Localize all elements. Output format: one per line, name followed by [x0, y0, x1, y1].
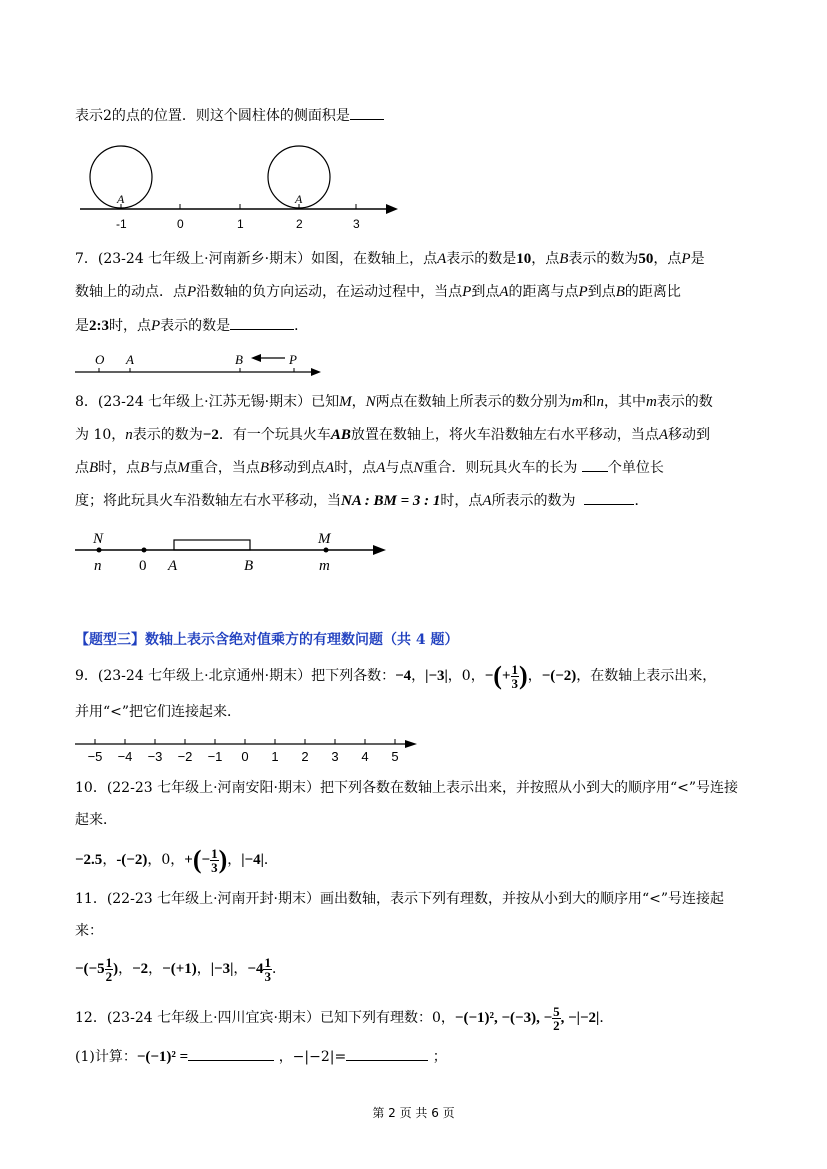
q8-text: 和 [582, 394, 597, 410]
q8-var: B [259, 460, 270, 476]
q12-text: 12．(23-24 七年级上·四川宜宾·期末）已知下列有理数：0， [75, 1010, 455, 1026]
q7-var: B [559, 251, 569, 267]
fig6-label-a1: A [117, 192, 125, 206]
q10-number: −2.5 [75, 852, 103, 868]
fraction-denominator: 3 [264, 968, 271, 984]
q11-fraction [105, 956, 114, 983]
q12-line1: 12．(23-24 七年级上·四川宜宾·期末）已知下列有理数：0，−(−1)², −(−3), − $\frac{5}{2}$ , −|−2|． [75, 1003, 614, 1033]
q8-text: 表示的数为 [132, 427, 203, 443]
q7-text: 的距离比 [624, 284, 681, 300]
q12-numbers: , −|−2| [560, 1010, 600, 1026]
q8-text: 所表示的数为 [491, 493, 576, 509]
q12-expression: −(−1)² = [136, 1049, 189, 1065]
q7-text: 的距离与点 [508, 284, 579, 300]
q7-var: P [578, 284, 588, 300]
q8-text: 移动到 [668, 427, 711, 443]
q9-text: ，在数轴上表示出来， [576, 668, 717, 684]
fraction-denominator: 3 [211, 859, 218, 875]
q7-line3 [75, 315, 308, 336]
q11-number: −4 [247, 961, 264, 977]
q7-text: ，点 [653, 251, 682, 267]
q9-line1: 9．(23-24 七年级上·北京通州·期末）把下列各数：−4，|−3|，0，−(+ $\frac{1}{3}$ )，−(−2)，在数轴上表示出来， [75, 661, 717, 691]
q8-text: ． [634, 493, 649, 509]
q8-var: M [177, 460, 190, 476]
q11-numbers: −(−5 $\frac{1}{2}$ )，−2，−(+1)，|−3|，−4 $\frac{1}{3}$ ． [75, 954, 286, 984]
q8-ratio: NA : BM = 3 : 1 [341, 493, 441, 509]
fig9-tick-label: 2 [301, 749, 309, 764]
q7-text: 是 [75, 318, 89, 334]
fraction-numerator: 1 [264, 954, 271, 970]
q9-number: 0 [461, 668, 471, 684]
fig9-number-line [75, 734, 425, 764]
q8-var: n [125, 427, 133, 443]
q8-text: 点 [75, 460, 89, 476]
q7-value: 50 [638, 251, 654, 267]
q12-numbers: −(−1)², −(−3), − [454, 1010, 553, 1026]
q9-number: −4 [395, 668, 412, 684]
fig6-label-a2: A [295, 192, 303, 206]
fig7-label-b: B [235, 352, 243, 367]
fig6-tick-label: 0 [177, 217, 184, 230]
q12-answer-blank-1[interactable] [188, 1046, 274, 1061]
q7-text: 表示的数为 [568, 251, 639, 267]
q8-text: 两点在数轴上所表示的数分别为 [375, 394, 572, 410]
fig8-label-a: A [168, 558, 178, 574]
q8-text: 个单位长 [607, 460, 664, 476]
q9-line2: 并用“<”把它们连接起来． [75, 704, 242, 720]
fig9-tick-label: −3 [147, 749, 163, 764]
q10-number: -(−2) [116, 852, 148, 868]
q12-answer-blank-2[interactable] [346, 1046, 428, 1061]
q9-text: 9．(23-24 七年级上·北京通州·期末）把下列各数： [75, 668, 396, 684]
q8-answer-blank-1[interactable] [582, 457, 608, 472]
q10-number: − [201, 852, 211, 868]
q11-fraction [263, 956, 272, 983]
q8-var: N [413, 460, 424, 476]
fig8-label-m-lower: m [319, 558, 330, 574]
q7-text: 7．(23-24 七年级上·河南新乡·期末）如图，在数轴上，点 [75, 251, 438, 267]
q11-line2: 来： [75, 923, 103, 939]
q8-line1: 8．(23-24 七年级上·江苏无锡·期末）已知M，N两点在数轴上所表示的数分别为m和n，其中m表示的数 [75, 394, 713, 410]
q8-text: 为 10， [75, 427, 126, 443]
q12-text: (1)计算： [75, 1049, 137, 1065]
q6-line [75, 105, 384, 126]
q9-fraction [511, 663, 520, 690]
q8-var: n [596, 394, 604, 410]
fig7-number-line [75, 348, 335, 378]
q8-text: 与点 [385, 460, 414, 476]
fig7-label-p: P [289, 352, 297, 367]
fig9-tick-label: −5 [87, 749, 103, 764]
q7-text: 表示的数是 [160, 318, 231, 334]
q11-number: −(+1) [162, 961, 197, 977]
q7-text: 沿数轴的负方向运动，在运动过程中，当点 [196, 284, 463, 300]
fig6-tick-label: -1 [116, 217, 127, 230]
q8-text: 与点 [149, 460, 178, 476]
q7-var: A [437, 251, 447, 267]
q8-text: 放置在数轴上，将火车沿数轴左右水平移动，当点 [350, 427, 659, 443]
fig9-tick-label: 3 [331, 749, 339, 764]
fig8-label-zero: 0 [139, 558, 147, 574]
fig8-label-n-lower: n [94, 558, 102, 574]
fig8-number-line [75, 528, 395, 578]
q8-text: ．有一个玩具火车 [218, 427, 331, 443]
q8-var: m [645, 394, 657, 410]
fig6-tick-label: 1 [237, 217, 244, 230]
q7-text: 到点 [471, 284, 500, 300]
q8-var: A [325, 460, 335, 476]
q10-number: + [184, 852, 193, 868]
q9-number: |−3| [425, 668, 448, 684]
q7-text: 到点 [587, 284, 616, 300]
fig7-label-o: O [95, 352, 105, 367]
q8-var: AB [330, 427, 351, 443]
q7-answer-blank[interactable] [230, 315, 294, 330]
fraction-numerator: 1 [511, 661, 519, 677]
q7-ratio: 2:3 [89, 318, 109, 334]
q6-answer-blank[interactable] [350, 105, 384, 120]
q8-text: 度；将此玩具火车沿数轴左右水平移动，当 [75, 493, 341, 509]
fig8-train [174, 540, 250, 550]
q10-number: 0 [161, 852, 171, 868]
q7-var: A [499, 284, 509, 300]
q7-text: 是 [690, 251, 705, 267]
q8-text: 时，点 [98, 460, 141, 476]
q8-var: B [140, 460, 150, 476]
q8-text: 时，点 [440, 493, 483, 509]
q11-line1: 11．(22-23 七年级上·河南开封·期末）画出数轴，表示下列有理数，并按从小到大的顺序用“<”号连接起 [75, 891, 725, 907]
q8-var: m [571, 394, 583, 410]
q7-line1 [75, 249, 705, 269]
q8-text: 重合，当点 [189, 460, 260, 476]
q7-var: P [681, 251, 691, 267]
q8-line2 [75, 425, 710, 445]
q7-text: 数轴上的动点．点 [75, 284, 187, 300]
fig6-arrow [386, 204, 398, 214]
q12-expression: ，−|−2|= [278, 1049, 347, 1065]
fig9-tick-label: 1 [271, 749, 279, 764]
q12-text: ； [432, 1049, 447, 1065]
fig9-tick-label: −1 [207, 749, 223, 764]
fig9-tick-label: −2 [177, 749, 193, 764]
fraction-denominator: 2 [105, 968, 113, 984]
q7-text: 时，点 [109, 318, 151, 334]
q6-text: 表示2的点的位置．则这个圆柱体的侧面积是 [75, 108, 350, 124]
q9-number: − [484, 668, 494, 684]
fig9-tick-label: −4 [117, 749, 133, 764]
fig8-label-b: B [244, 558, 254, 574]
fraction-numerator: 5 [553, 1003, 560, 1019]
fig9-tick-label: 0 [241, 749, 249, 764]
fig8-label-n-upper: N [93, 531, 104, 547]
fig6-tick-label: 2 [296, 217, 303, 230]
q8-text: 8．(23-24 七年级上·江苏无锡·期末）已知 [75, 394, 340, 410]
q9-number: + [501, 668, 511, 684]
q11-number: −(−5 [75, 961, 105, 977]
q8-var: A [482, 493, 492, 509]
q8-var: M [339, 394, 352, 410]
q11-number: ) [113, 961, 119, 977]
q8-var: B [89, 460, 99, 476]
q7-var: P [187, 284, 197, 300]
fig6-tick-label: 3 [353, 217, 360, 230]
q8-var: N [365, 394, 376, 410]
q7-text: ． [294, 318, 309, 334]
fraction-denominator: 2 [553, 1017, 560, 1033]
fig7-label-a: A [126, 352, 134, 367]
q10-number: |−4| [241, 852, 264, 868]
q8-text: 时，点 [334, 460, 377, 476]
q7-line2 [75, 282, 681, 302]
q8-text: 表示的数 [656, 394, 713, 410]
fig6-number-line [70, 140, 410, 230]
q12-line2 [75, 1046, 447, 1067]
q7-value: 10 [516, 251, 532, 267]
fraction-numerator: 1 [105, 954, 113, 970]
q8-line3 [75, 457, 664, 478]
q8-text: ，其中 [603, 394, 646, 410]
fig8-label-m-upper: M [318, 531, 331, 547]
q7-var: B [615, 284, 625, 300]
q8-answer-blank-2[interactable] [584, 490, 634, 505]
q8-var: A [658, 427, 669, 443]
fraction-numerator: 1 [211, 845, 218, 861]
section-heading: 【题型三】数轴上表示含绝对值乘方的有理数问题（共 4 题） [75, 632, 459, 648]
q8-line4 [75, 490, 648, 511]
fig9-tick-label: 4 [361, 749, 369, 764]
q11-number: |−3| [210, 961, 234, 977]
q8-var: A [376, 460, 386, 476]
q11-number: −2 [132, 961, 149, 977]
fraction-denominator: 3 [511, 675, 519, 691]
q8-value: −2 [202, 427, 219, 443]
q7-var: P [462, 284, 472, 300]
fig9-tick-label: 5 [391, 749, 399, 764]
q12-fraction [552, 1005, 561, 1032]
q7-text: ，点 [531, 251, 560, 267]
q9-number: −(−2) [541, 668, 577, 684]
page-footer: 第 2 页 共 6 页 [372, 1106, 455, 1120]
q10-line1: 10．(22-23 七年级上·河南安阳·期末）把下列各数在数轴上表示出来，并按照从小到大的顺序用“<”号连接 [75, 780, 739, 796]
q7-text: 表示的数是 [446, 251, 517, 267]
q10-line2: 起来． [75, 812, 117, 828]
q7-var: P [151, 318, 161, 334]
q8-text: 重合．则玩具火车的长为 [423, 460, 578, 476]
q8-text: 移动到点 [269, 460, 326, 476]
q10-fraction [210, 847, 219, 874]
q10-numbers: −2.5，-(−2)，0，+(− $\frac{1}{3}$ )，|−4|． [75, 845, 278, 875]
